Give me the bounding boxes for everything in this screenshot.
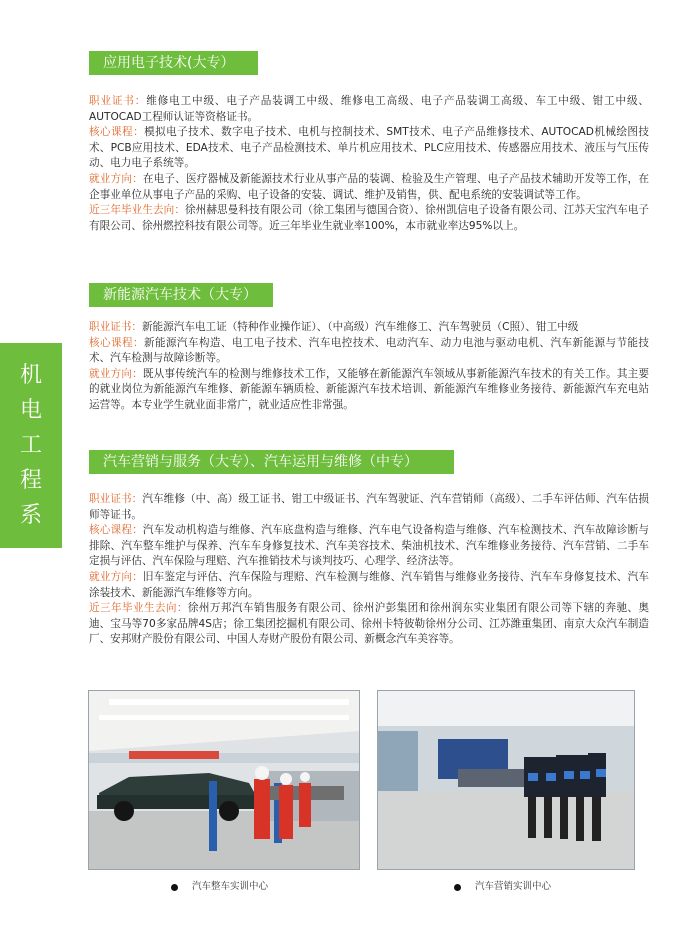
section-body-applied-electronics — [89, 94, 649, 234]
item-label: 近三年毕业生去向 — [89, 602, 177, 615]
section-body-new-energy-vehicles — [89, 320, 649, 414]
department-side-tab — [0, 343, 62, 548]
list-item: 就业方向：在电子、医疗器械及新能源技术行业从事产品的装调、检验及生产管理、电子产品技术辅助开发等工作，在企事业单位从事电子产品的采购、电子设备的安装、调试、维护及销售，供、配电系统的安装调试等工作。 — [89, 172, 650, 201]
item-text: 徐州万邦汽车销售服务有限公司、徐州沪彭集团和徐州润东实业集团有限公司等下辖的奔驰、奥迪、宝马等70多家品牌4S店；徐工集团挖掘机有限公司、徐州卡特彼勒徐州分公司、江苏潍重集团、南京大众汽车制造厂、安邦财产股份有限公司、中国人寿财产股份有限公司、新概念汽车美容等。 — [89, 602, 650, 646]
photo-caption: 汽车整车实训中心 — [171, 881, 268, 893]
list-item: 就业方向：旧车鉴定与评估、汽车保险与理赔、汽车检测与维修、汽车销售与维修业务接待、汽车车身修复技术、汽车涂装技术、新能源汽车维修等方向。 — [89, 570, 650, 599]
item-label: 就业方向 — [89, 367, 133, 380]
training-center-illustration — [378, 691, 634, 869]
list-item: 职业证书：汽车维修（中、高）级工证书、钳工中级证书、汽车驾驶证、汽车营销师（高级）、二手车评估师、汽车估损师等证书。 — [89, 493, 649, 521]
training-center-photo — [377, 690, 635, 870]
list-item: 核心课程：模拟电子技术、数字电子技术、电机与控制技术、SMT技术、电子产品维修技术、AUTOCAD机械绘图技术、PCB应用技术、EDA技术、电子产品检测技术、单片机应用技术、PLC应用技术、传感器应用技术、液压与气压传动、电力电子系统等。 — [89, 126, 649, 170]
section-body-auto-marketing — [89, 492, 649, 648]
workshop-illustration — [89, 691, 359, 869]
item-text: 在电子、医疗器械及新能源技术行业从事产品的装调、检验及生产管理、电子产品技术辅助开发等工作，在企事业单位从事电子产品的采购、电子设备的安装、调试、维护及销售，供、配电系统的安装调试等工作。 — [89, 172, 650, 201]
item-label: 职业证书 — [89, 95, 135, 107]
item-text: 既从事传统汽车的检测与维修技术工作，又能够在新能源汽车领域从事新能源汽车技术的有关工作。其主要的就业岗位为新能源汽车维修、新能源车辆质检、新能源汽车技术培训、新能源汽车维修业务接待、新能源汽车充电站运营等。本专业学生就业面非常广，就业适应性非常强。 — [89, 367, 650, 411]
item-label: 核心课程 — [89, 126, 134, 139]
item-label: 就业方向 — [89, 172, 133, 185]
side-tab-char: 程 — [19, 468, 42, 493]
list-item: 近三年毕业生去向：徐州赫思曼科技有限公司（徐工集团与德国合资）、徐州凯信电子设备有限公司、江苏天宝汽车电子有限公司、徐州燃控科技有限公司等。近三年毕业生就业率100%，本市就业率达95%以上。 — [89, 204, 650, 232]
side-tab-char: 电 — [19, 398, 42, 423]
item-label: 核心课程 — [89, 336, 133, 349]
item-label: 职业证书 — [89, 493, 132, 505]
item-text: 旧车鉴定与评估、汽车保险与理赔、汽车检测与维修、汽车销售与维修业务接待、汽车车身修复技术、汽车涂装技术、新能源汽车维修等方向。 — [89, 570, 650, 599]
item-text: 新能源汽车构造、电工电子技术、汽车电控技术、电动汽车、动力电池与驱动电机、汽车新能源与节能技术、汽车检测与故障诊断等。 — [89, 336, 650, 365]
list-item: 就业方向：既从事传统汽车的检测与维修技术工作，又能够在新能源汽车领域从事新能源汽车技术的有关工作。其主要的就业岗位为新能源汽车维修、新能源车辆质检、新能源汽车技术培训、新能源汽车维修业务接待、新能源汽车充电站运营等。本专业学生就业面非常广，就业适应性非常强。 — [89, 367, 650, 411]
item-label: 职业证书 — [89, 321, 132, 333]
item-text: 维修电工中级、电子产品装调工中级、维修电工高级、电子产品装调工高级、车工中级、钳工中级、AUTOCAD工程师认证等资格证书。 — [89, 95, 650, 123]
section-title-auto-marketing: 汽车营销与服务（大专）、汽车运用与维修（中专） — [89, 450, 454, 474]
list-item: 核心课程：汽车发动机构造与维修、汽车底盘构造与维修、汽车电气设备构造与维修、汽车检测技术、汽车故障诊断与排除、汽车整车维护与保养、汽车车身修复技术、汽车美容技术、柴油机技术、汽车维修业务接待、汽车营销、二手车定损与评估、汽车保险与理赔、汽车推销技术与谈判技巧、心理学、经济法等。 — [89, 524, 650, 568]
side-tab-char: 系 — [19, 503, 42, 528]
section-title-applied-electronics: 应用电子技术(大专） — [89, 51, 258, 75]
bullet-icon — [171, 884, 178, 891]
list-item: 核心课程：新能源汽车构造、电工电子技术、汽车电控技术、电动汽车、动力电池与驱动电机、汽车新能源与节能技术、汽车检测与故障诊断等。 — [89, 336, 650, 365]
side-tab-char: 机 — [19, 363, 42, 388]
list-item: 职业证书：维修电工中级、电子产品装调工中级、维修电工高级、电子产品装调工高级、车工中级、钳工中级、AUTOCAD工程师认证等资格证书。 — [89, 95, 650, 123]
list-item: 近三年毕业生去向：徐州万邦汽车销售服务有限公司、徐州沪彭集团和徐州润东实业集团有限公司等下辖的奔驰、奥迪、宝马等70多家品牌4S店；徐工集团挖掘机有限公司、徐州卡特彼勒徐州分公司、江苏潍重集团、南京大众汽车制造厂、安邦财产股份有限公司、中国人寿财产股份有限公司、新概念汽车美容等。 — [89, 602, 650, 646]
item-text: 徐州赫思曼科技有限公司（徐工集团与德国合资）、徐州凯信电子设备有限公司、江苏天宝汽车电子有限公司、徐州燃控科技有限公司等。近三年毕业生就业率100%，本市就业率达95%以上。 — [89, 204, 650, 232]
item-label: 就业方向 — [89, 570, 133, 583]
item-text: 汽车维修（中、高）级工证书、钳工中级证书、汽车驾驶证、汽车营销师（高级）、二手车评估师、汽车估损师等证书。 — [89, 493, 649, 521]
item-label: 近三年毕业生去向 — [89, 204, 175, 217]
item-text: 模拟电子技术、数字电子技术、电机与控制技术、SMT技术、电子产品维修技术、AUTOCAD机械绘图技术、PCB应用技术、EDA技术、电子产品检测技术、单片机应用技术、PLC应用技术、传感器应用技术、液压与气压传动、电力电子系统等。 — [89, 126, 649, 170]
item-label: 核心课程 — [89, 524, 133, 537]
list-item: 职业证书：新能源汽车电工证（特种作业操作证）、（中高级）汽车维修工、汽车驾驶员（C照）、钳工中级 — [89, 321, 579, 333]
photo-caption: 汽车营销实训中心 — [454, 881, 551, 893]
workshop-photo — [88, 690, 360, 870]
item-text: 汽车发动机构造与维修、汽车底盘构造与维修、汽车电气设备构造与维修、汽车检测技术、汽车故障诊断与排除、汽车整车维护与保养、汽车车身修复技术、汽车美容技术、柴油机技术、汽车维修业务接待、汽车营销、二手车定损与评估、汽车保险与理赔、汽车推销技术与谈判技巧、心理学、经济法等。 — [89, 524, 650, 568]
section-title-new-energy-vehicles: 新能源汽车技术（大专） — [89, 283, 273, 307]
side-tab-char: 工 — [19, 433, 42, 458]
item-text: 新能源汽车电工证（特种作业操作证）、（中高级）汽车维修工、汽车驾驶员（C照）、钳工中级 — [141, 321, 579, 333]
bullet-icon — [454, 884, 461, 891]
